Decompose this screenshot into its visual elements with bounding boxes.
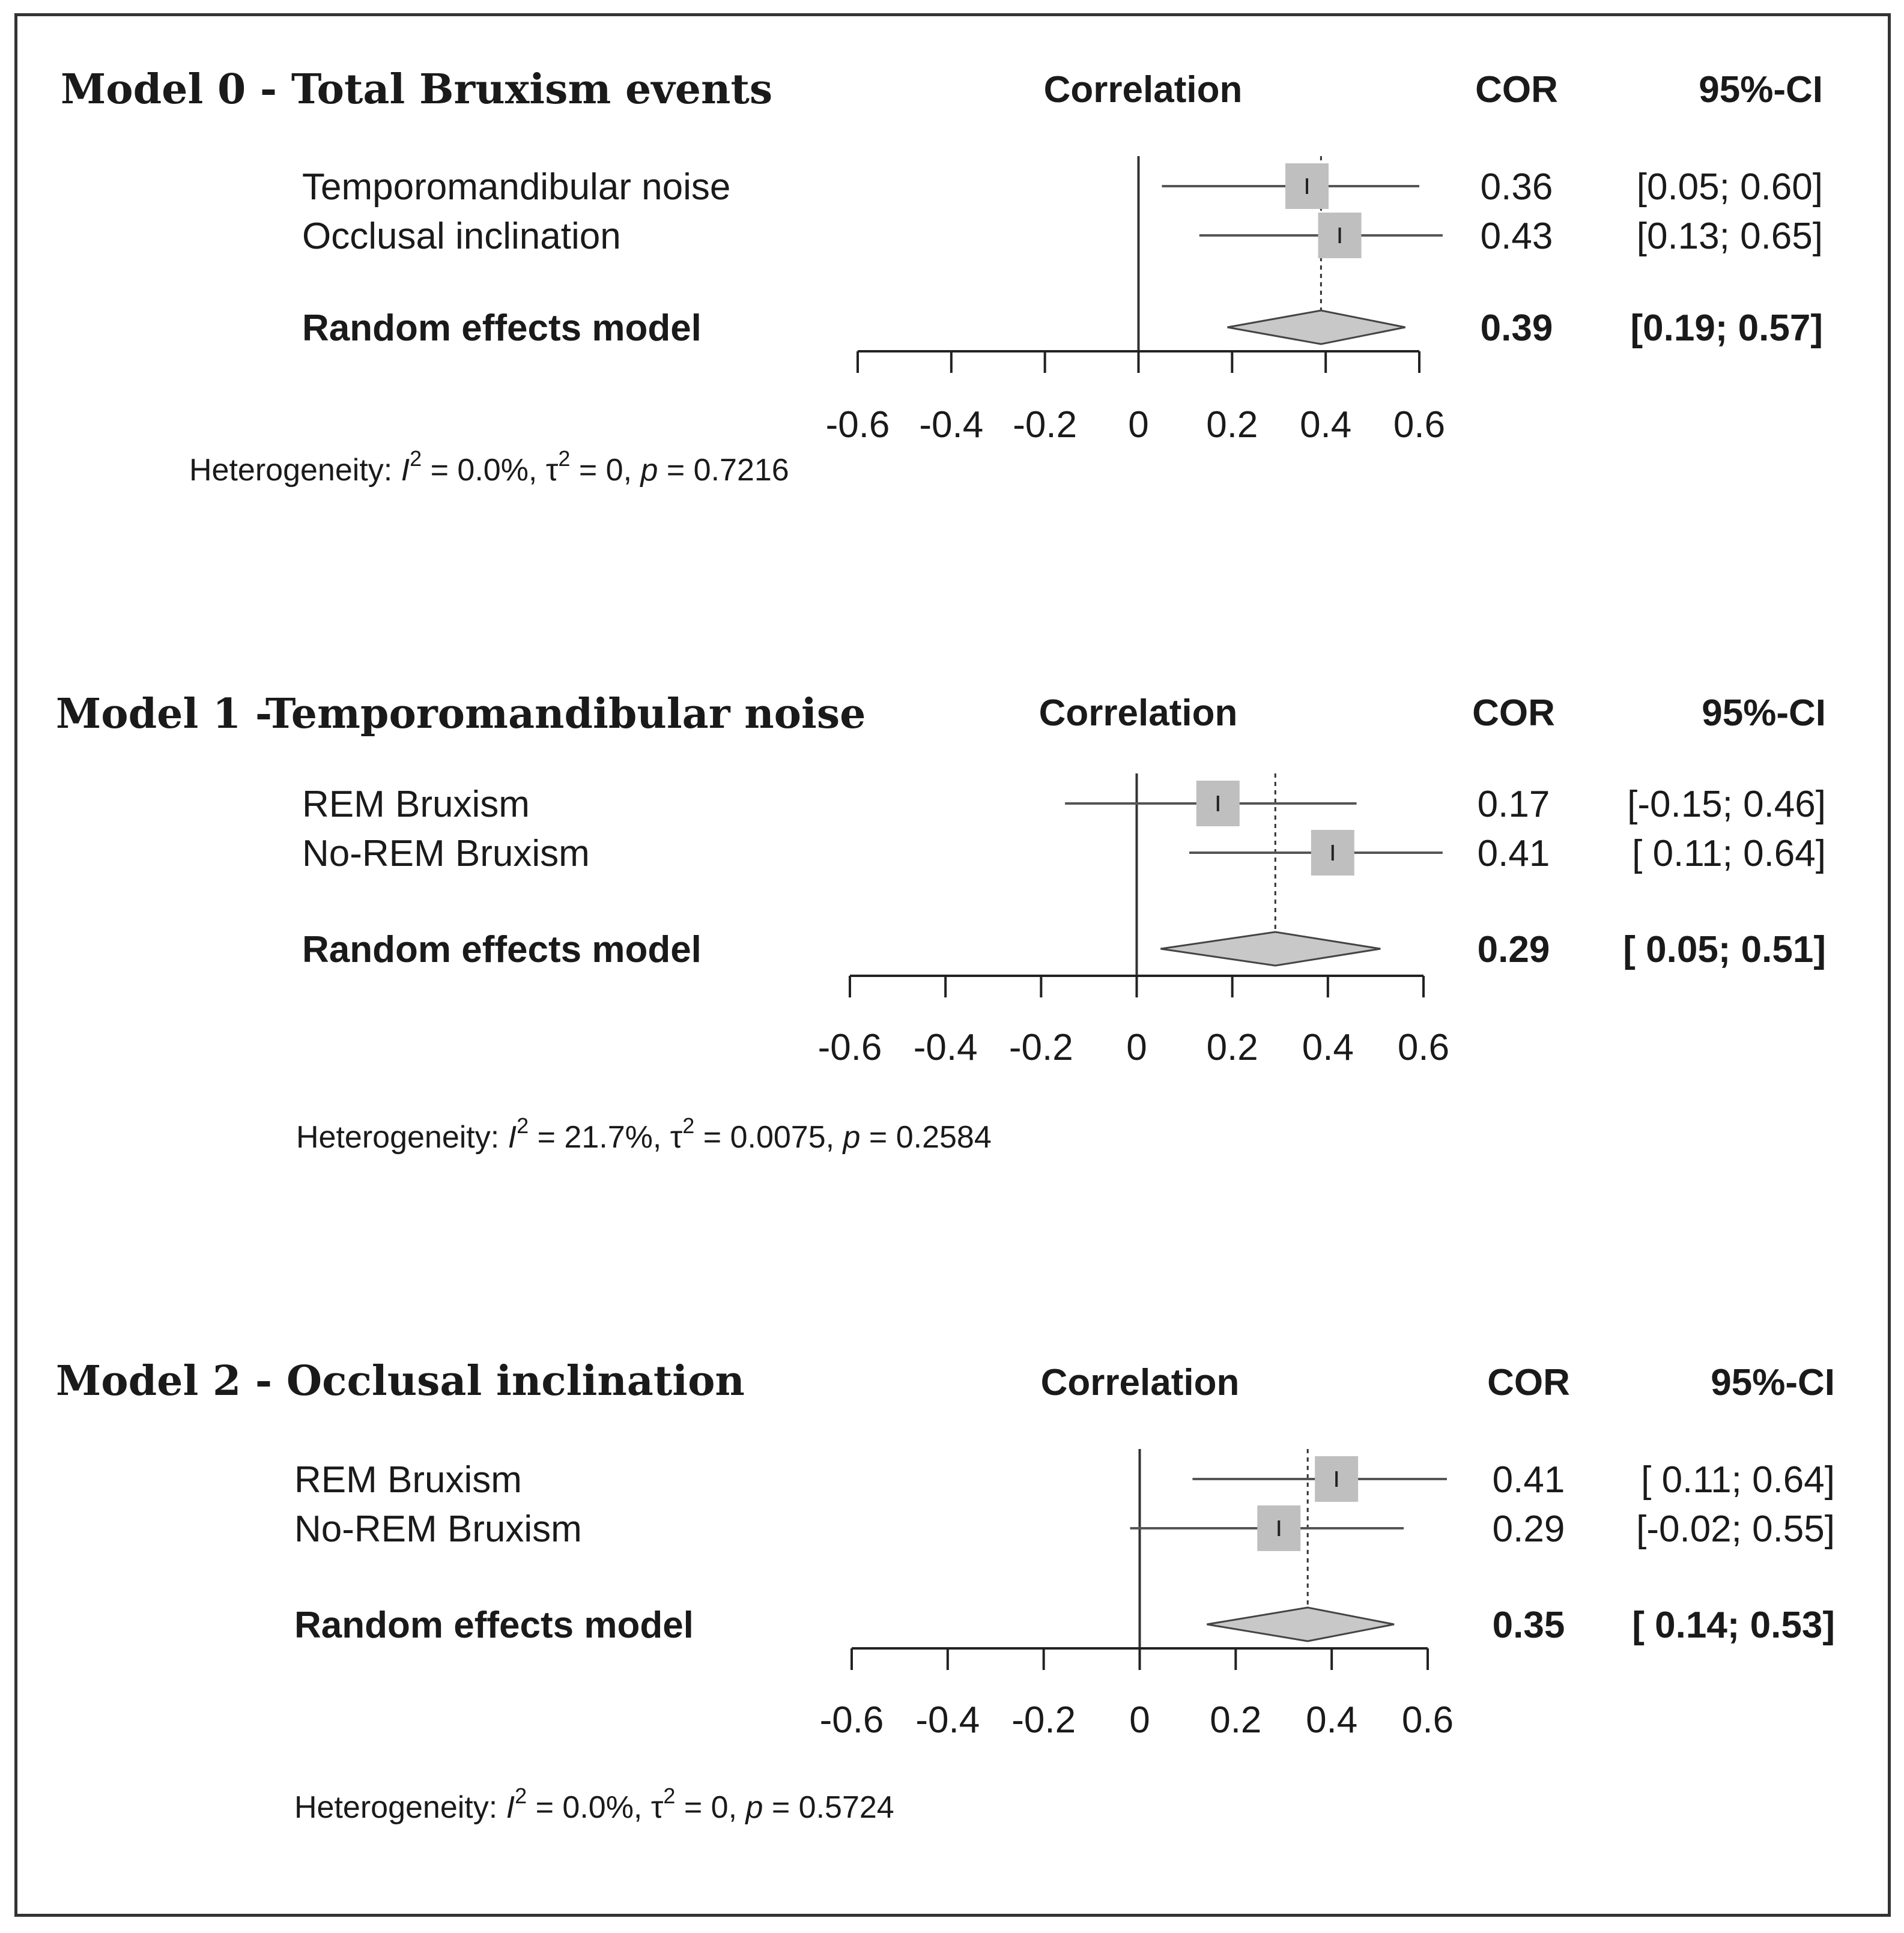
summary-diamond — [1228, 310, 1405, 344]
column-header-cor: COR — [1472, 692, 1555, 734]
study-label: No-REM Bruxism — [302, 833, 590, 874]
study-ci-value: [ 0.11; 0.64] — [1641, 1459, 1835, 1501]
summary-cor-value: 0.35 — [1492, 1605, 1565, 1646]
summary-cor-value: 0.39 — [1480, 307, 1553, 349]
column-header-ci: 95%-CI — [1699, 69, 1823, 110]
study-label: Occlusal inclination — [302, 216, 621, 257]
x-axis-tick-label: -0.2 — [1013, 404, 1078, 446]
study-ci-value: [-0.02; 0.55] — [1636, 1508, 1835, 1550]
column-header-cor: COR — [1475, 69, 1558, 110]
study-label: REM Bruxism — [294, 1459, 522, 1501]
study-label: No-REM Bruxism — [294, 1508, 582, 1550]
x-axis-tick-label: -0.2 — [1011, 1699, 1076, 1741]
heterogeneity-text: Heterogeneity: $I^2 = 0.0\%$, $\tau^2 = 0$, p = 0.5724 — [294, 1783, 894, 1825]
x-axis-tick-label: -0.4 — [915, 1699, 980, 1741]
summary-cor-value: 0.29 — [1477, 929, 1550, 970]
column-header-correlation: Correlation — [1043, 69, 1243, 110]
summary-label: Random effects model — [302, 929, 702, 970]
x-axis-tick-label: 0.4 — [1306, 1699, 1358, 1741]
summary-label: Random effects model — [294, 1605, 694, 1646]
study-ci-value: [0.13; 0.65] — [1636, 216, 1823, 257]
x-axis-tick-label: -0.4 — [919, 404, 984, 446]
column-header-cor: COR — [1487, 1362, 1570, 1403]
study-cor-value: 0.41 — [1477, 833, 1550, 874]
x-axis-tick-label: 0.4 — [1302, 1027, 1354, 1068]
x-axis-tick-label: 0.2 — [1206, 1027, 1258, 1068]
column-header-correlation: Correlation — [1038, 692, 1238, 734]
x-axis-tick-label: 0.2 — [1210, 1699, 1262, 1741]
forest-plot-1 — [56, 690, 1826, 1155]
summary-diamond — [1207, 1608, 1394, 1641]
column-header-correlation: Correlation — [1040, 1362, 1240, 1403]
x-axis-tick-label: 0.2 — [1206, 404, 1258, 446]
x-axis-tick-label: 0 — [1128, 404, 1149, 446]
study-cor-value: 0.36 — [1480, 166, 1553, 208]
forest-plot-0 — [61, 65, 1823, 488]
summary-diamond — [1160, 932, 1380, 966]
model-title: Model 1 -Temporomandibular noise — [56, 690, 866, 738]
model-title: Model 0 - Total Bruxism events — [61, 65, 773, 113]
forest-plot-2 — [56, 1357, 1835, 1825]
forest-plots — [17, 16, 1894, 1920]
summary-ci-value: [0.19; 0.57] — [1630, 307, 1823, 349]
study-label: Temporomandibular noise — [302, 166, 731, 208]
study-label: REM Bruxism — [302, 784, 530, 825]
summary-label: Random effects model — [302, 307, 702, 349]
column-header-ci: 95%-CI — [1702, 692, 1826, 734]
x-axis-tick-label: 0.4 — [1300, 404, 1352, 446]
column-header-ci: 95%-CI — [1711, 1362, 1835, 1403]
figure-frame — [14, 13, 1891, 1917]
study-ci-value: [-0.15; 0.46] — [1627, 784, 1826, 825]
x-axis-tick-label: 0 — [1126, 1027, 1147, 1068]
study-cor-value: 0.29 — [1492, 1508, 1565, 1550]
x-axis-tick-label: -0.2 — [1008, 1027, 1073, 1068]
x-axis-tick-label: -0.4 — [913, 1027, 978, 1068]
heterogeneity-text: Heterogeneity: $I^2 = 21.7\%$, $\tau^2 = 0.0075$, p = 0.2584 — [296, 1113, 992, 1155]
study-cor-value: 0.41 — [1492, 1459, 1565, 1501]
model-title: Model 2 - Occlusal inclination — [56, 1357, 745, 1405]
study-ci-value: [ 0.11; 0.64] — [1632, 833, 1826, 874]
x-axis-tick-label: -0.6 — [819, 1699, 884, 1741]
summary-ci-value: [ 0.14; 0.53] — [1632, 1605, 1835, 1646]
x-axis-tick-label: 0 — [1129, 1699, 1150, 1741]
study-ci-value: [0.05; 0.60] — [1636, 166, 1823, 208]
x-axis-tick-label: -0.6 — [825, 404, 890, 446]
heterogeneity-text: Heterogeneity: $I^2 = 0.0\%$, $\tau^2 = 0$, p = 0.7216 — [189, 446, 789, 488]
summary-ci-value: [ 0.05; 0.51] — [1623, 929, 1826, 970]
study-cor-value: 0.17 — [1477, 784, 1550, 825]
x-axis-tick-label: -0.6 — [817, 1027, 882, 1068]
x-axis-tick-label: 0.6 — [1401, 1699, 1454, 1741]
x-axis-tick-label: 0.6 — [1397, 1027, 1450, 1068]
study-cor-value: 0.43 — [1480, 216, 1553, 257]
x-axis-tick-label: 0.6 — [1393, 404, 1446, 446]
